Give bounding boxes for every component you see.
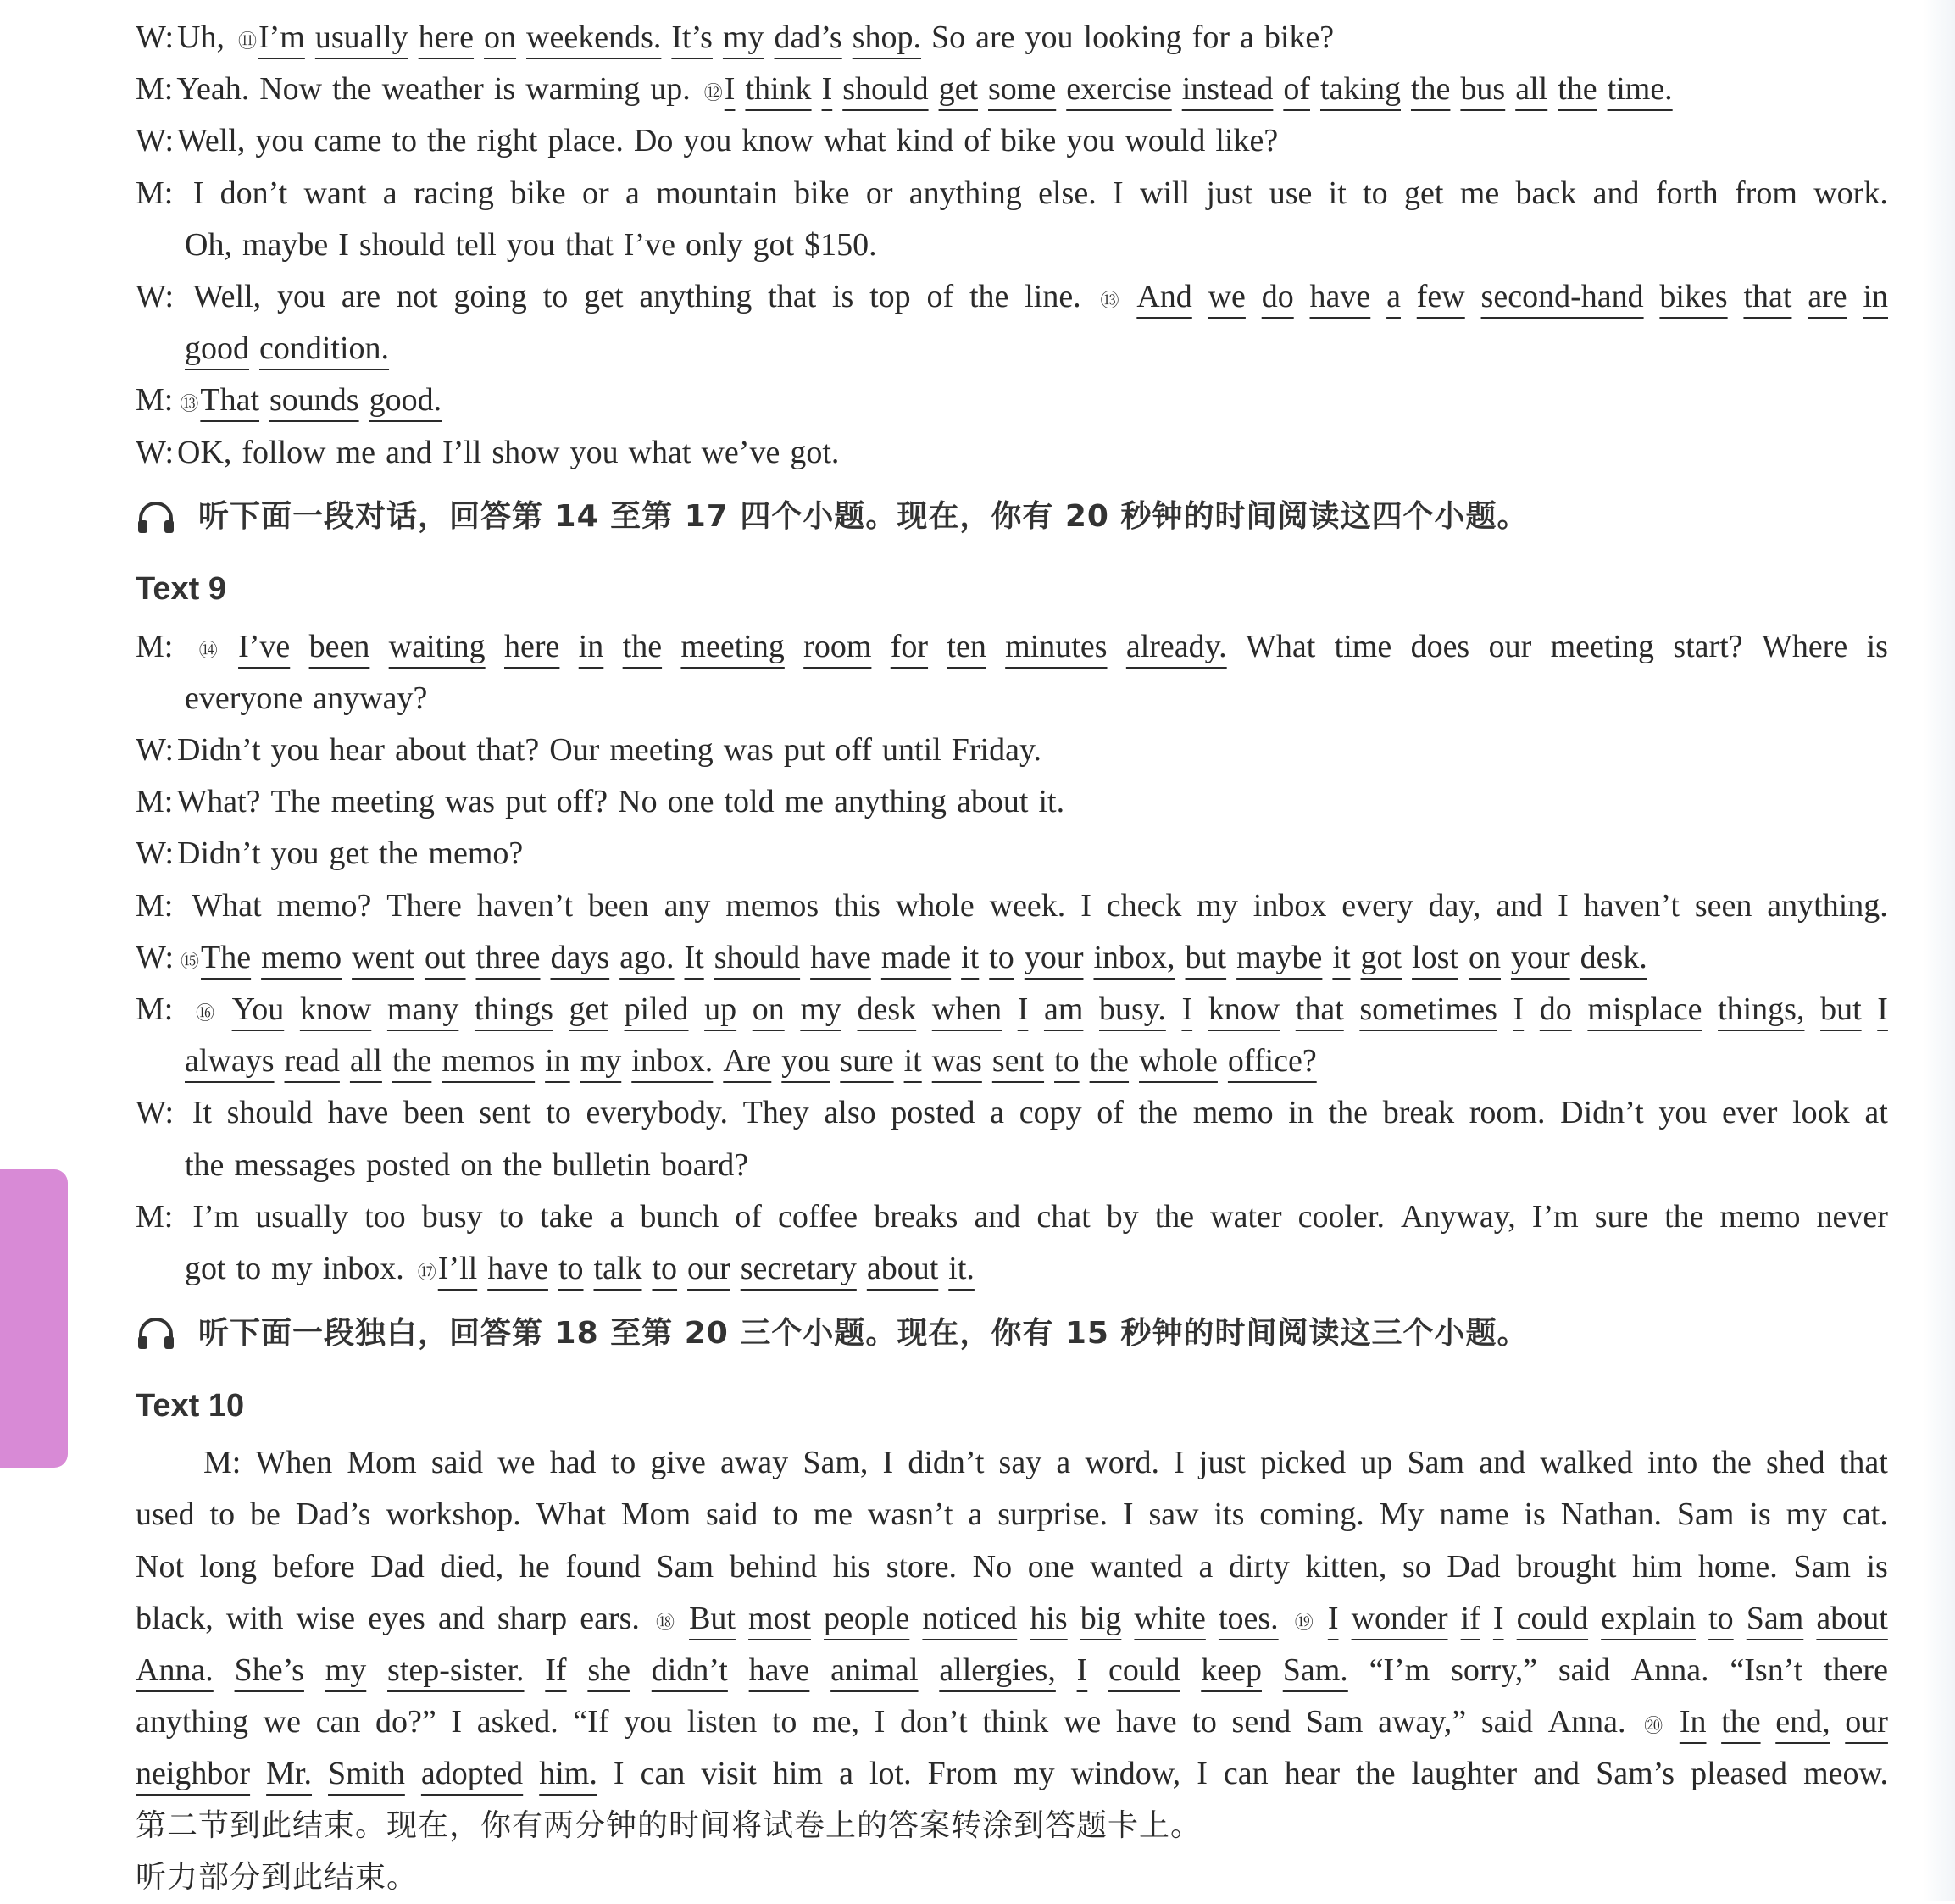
text-line: the messages posted on the bulletin board? <box>185 1146 749 1183</box>
text-line: M: When Mom said we had to give away Sam, I didn’t say a word. I just picked up Sam and walked into the shed that <box>203 1445 1888 1481</box>
text8-dialogue <box>136 12 1888 479</box>
question-number: ⑭ <box>198 639 218 661</box>
text-line: black, with wise eyes and sharp ears. ⑱ But most people noticed his big white toes. ⑲ I wonder if I could explain to Sam about <box>136 1593 1888 1645</box>
speaker-label: W: <box>136 1095 175 1131</box>
speaker-label: W: <box>136 732 175 769</box>
text-line: W: Uh, ⑪ I’m usually here on weekends. It’s my dad’s shop. So are you looking for a bike? <box>136 12 1888 64</box>
text10-monologue <box>136 1437 1888 1800</box>
closing-line: 第二节到此结束。现在，你有两分钟的时间将试卷上的答案转涂到答题卡上。 <box>136 1808 1202 1844</box>
speaker-label: W: <box>136 434 175 470</box>
text9-heading: Text 9 <box>136 571 227 608</box>
speaker-label: W: <box>136 19 175 55</box>
text-line: good condition. <box>185 330 390 367</box>
text-line: M: I don’t want a racing bike or a mountain bike or anything else. I will just use it to get me back and forth from work. <box>136 168 1888 219</box>
text-line: used to be Dad’s workshop. What Mom said to me wasn’t a surprise. I saw its coming. My name is Nathan. Sam is my cat. <box>136 1496 1888 1533</box>
closing-line: 听力部分到此结束。 <box>136 1860 419 1896</box>
speaker-label: W: <box>136 123 175 159</box>
speaker-label: M: <box>136 887 174 924</box>
directions-text10 <box>136 1295 1888 1371</box>
speaker-label: M: <box>136 175 174 211</box>
question-number: ⑰ <box>417 1261 436 1283</box>
text-line: W: Well, you are not going to get anything that is top of the line. ⑬ And we do have a few second-hand bikes that are in <box>136 271 1888 323</box>
question-number: ⑪ <box>237 31 257 52</box>
directions-text: 听下面一段独白，回答第 18 至第 20 三个小题。现在，你有 15 秒钟的时间阅读这三个小题。 <box>198 1315 1529 1351</box>
question-number: ⑬ <box>180 393 199 415</box>
text-line: W: Didn’t you hear about that? Our meeting was put off until Friday. <box>136 724 1888 776</box>
headphones-icon <box>136 500 176 534</box>
question-number: ⑳ <box>1644 1715 1663 1737</box>
speaker-label: W: <box>136 835 175 872</box>
text-line: W: It should have been sent to everybody. They also posted a copy of the memo in the break room. Didn’t you ever look at <box>136 1087 1888 1139</box>
text-line: M: What? The meeting was put off? No one told me anything about it. <box>136 776 1888 828</box>
text-line: neighbor Mr. Smith adopted him. I can visit him a lot. From my window, I can hear the laughter and Sam’s pleased meow. <box>136 1756 1888 1792</box>
question-number: ⑮ <box>181 950 200 972</box>
text-line: M: ⑬ That sounds good. <box>136 375 1888 426</box>
text-line: W: Well, you came to the right place. Do you know what kind of bike you would like? <box>136 115 1888 167</box>
speaker-label: M: <box>136 784 174 820</box>
text-line: M: I’m usually too busy to take a bunch of coffee breaks and chat by the water cooler. Anyway, I’m sure the memo never <box>136 1191 1888 1243</box>
headphones-icon <box>136 1316 176 1350</box>
speaker-label: M: <box>136 628 174 664</box>
text-line: W: ⑮ The memo went out three days ago. It should have made it to your inbox, but maybe it got lost on your desk. <box>136 932 1888 984</box>
speaker-label: M: <box>136 991 174 1027</box>
text-line: M: What memo? There haven’t been any memos this whole week. I check my inbox every day, and I haven’t seen anything. <box>136 880 1888 932</box>
directions-text9 <box>136 479 1888 555</box>
question-number: ⑫ <box>703 82 723 104</box>
speaker-label: M: <box>136 382 174 419</box>
question-number: ⑲ <box>1294 1611 1314 1633</box>
text-line: M: ⑯ You know many things get piled up on my desk when I am busy. I know that sometimes I do misplace things, but I <box>136 984 1888 1035</box>
speaker-label: M: <box>136 1198 174 1235</box>
page-edge-shadow <box>1923 0 1955 1901</box>
text10-heading: Text 10 <box>136 1387 245 1424</box>
text-line: Not long before Dad died, he found Sam behind his store. No one wanted a dirty kitten, so Dad brought him home. Sam is <box>136 1548 1888 1585</box>
question-number: ⑯ <box>195 1002 214 1024</box>
text-line: everyone anyway? <box>185 680 428 716</box>
question-number: ⑬ <box>1100 289 1119 311</box>
text-line: Anna. She’s my step-sister. If she didn’t have animal allergies, I could keep Sam. “I’m sorry,” said Anna. “Isn’t there <box>136 1651 1888 1688</box>
speaker-label: W: <box>136 939 175 975</box>
text-line: W: Didn’t you get the memo? <box>136 828 1888 880</box>
speaker-label: M: <box>136 71 174 108</box>
text-line: Oh, maybe I should tell you that I’ve only got $150. <box>185 226 877 263</box>
directions-text: 听下面一段对话，回答第 14 至第 17 四个小题。现在，你有 20 秒钟的时间阅读这四个小题。 <box>198 499 1529 535</box>
side-tab <box>0 1169 68 1468</box>
text-line: always read all the memos in my inbox. Are you sure it was sent to the whole office? <box>185 1043 1317 1080</box>
text-line: M: ⑭ I’ve been waiting here in the meeting room for ten minutes already. What time does our meeting start? Where is <box>136 621 1888 673</box>
transcript-page <box>136 12 1888 1903</box>
speaker-label: W: <box>136 278 175 314</box>
text-line: W: OK, follow me and I’ll show you what we’ve got. <box>136 427 1888 479</box>
text-line: anything we can do?” I asked. “If you listen to me, I don’t think we have to send Sam away,” said Anna. ⑳ In the end, our <box>136 1696 1888 1748</box>
text9-dialogue <box>136 621 1888 1295</box>
text-line: M: Yeah. Now the weather is warming up. ⑫ I think I should get some exercise instead of taking the bus all the time. <box>136 64 1888 115</box>
text-line: got to my inbox. ⑰ I’ll have to talk to our secretary about it. <box>136 1243 1888 1295</box>
question-number: ⑱ <box>655 1611 675 1633</box>
